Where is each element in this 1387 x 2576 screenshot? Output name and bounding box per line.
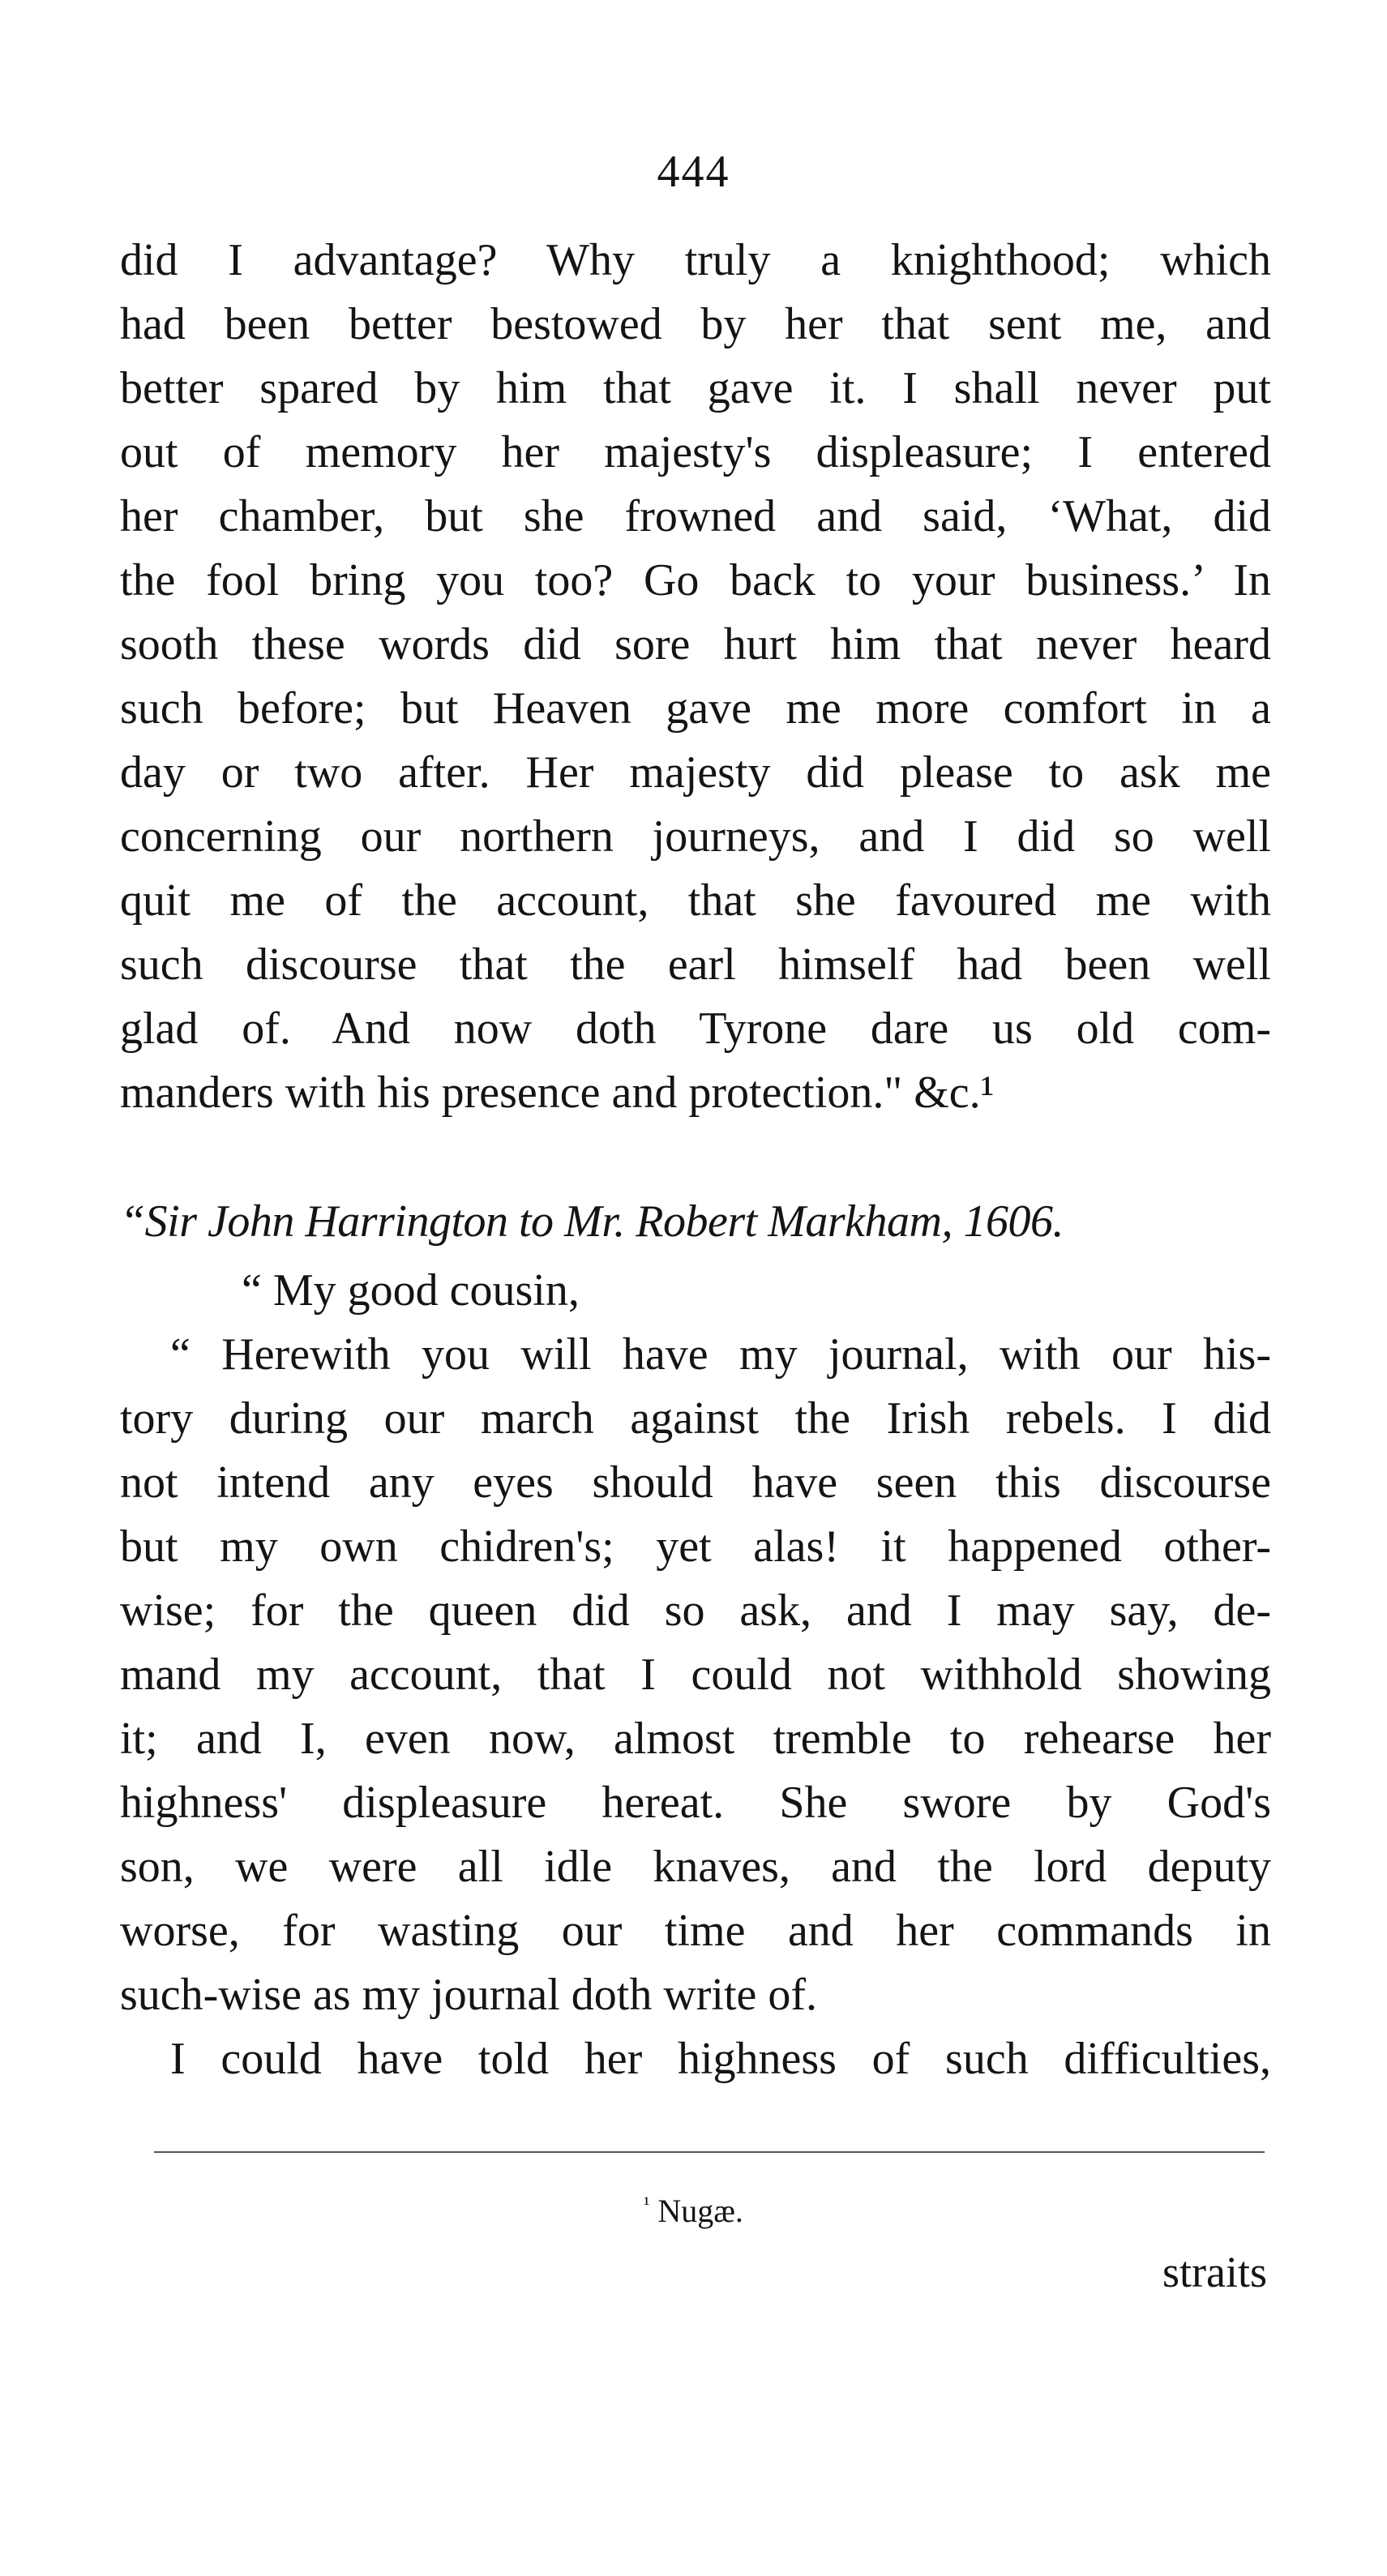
text-line: sooth these words did sore hurt him that never heard [120, 619, 1271, 670]
text-line: son, we were all idle knaves, and the lord deputy [120, 1842, 1271, 1892]
text-line: did I advantage? Why truly a knighthood; which [120, 235, 1271, 285]
footnote-mark: ¹ [644, 2193, 650, 2215]
footnote-divider [154, 2151, 1265, 2153]
text-line: not intend any eyes should have seen this discourse [120, 1457, 1271, 1508]
text-line: the fool bring you too? Go back to your business.’ In [120, 555, 1271, 605]
text-line: “ Herewith you will have my journal, with our his- [170, 1329, 1271, 1380]
text-line: her chamber, but she frowned and said, ‘What, did [120, 491, 1271, 541]
text-line: tory during our march against the Irish rebels. I did [120, 1393, 1271, 1444]
letter-heading: “Sir John Harrington to Mr. Robert Markham, 1606. [120, 1196, 1064, 1247]
text-line: glad of. And now doth Tyrone dare us old com- [120, 1003, 1271, 1054]
text-line: but my own chidren's; yet alas! it happened other- [120, 1521, 1271, 1572]
body-text-top [120, 229, 1271, 1125]
text-line: manders with his presence and protection." &c.¹ [120, 1068, 995, 1118]
body-text-letter [120, 1259, 1271, 2091]
text-line: highness' displeasure hereat. She swore by God's [120, 1778, 1271, 1828]
text-line: it; and I, even now, almost tremble to rehearse her [120, 1714, 1271, 1764]
footnote [0, 2192, 1387, 2230]
text-line: mand my account, that I could not withhold showing [120, 1650, 1271, 1700]
text-line: out of memory her majesty's displeasure; I entered [120, 427, 1271, 477]
text-line: such discourse that the earl himself had been well [120, 939, 1271, 990]
text-line: had been better bestowed by her that sent me, and [120, 299, 1271, 349]
text-line: such before; but Heaven gave me more comfort in a [120, 683, 1271, 734]
text-line: I could have told her highness of such difficulties, [170, 2034, 1271, 2084]
text-line: better spared by him that gave it. I shall never put [120, 363, 1271, 413]
text-line: day or two after. Her majesty did please to ask me [120, 747, 1271, 798]
footnote-text: Nugæ. [657, 2193, 743, 2229]
text-line: wise; for the queen did so ask, and I may say, de- [120, 1585, 1271, 1636]
letter-salutation: “ My good cousin, [242, 1265, 580, 1316]
text-line: worse, for wasting our time and her commands in [120, 1906, 1271, 1956]
catchword: straits [1162, 2248, 1267, 2296]
text-line: quit me of the account, that she favoured me with [120, 875, 1271, 926]
text-line: such-wise as my journal doth write of. [120, 1970, 818, 2020]
page-number: 444 [657, 147, 730, 197]
text-line: concerning our northern journeys, and I did so well [120, 811, 1271, 862]
